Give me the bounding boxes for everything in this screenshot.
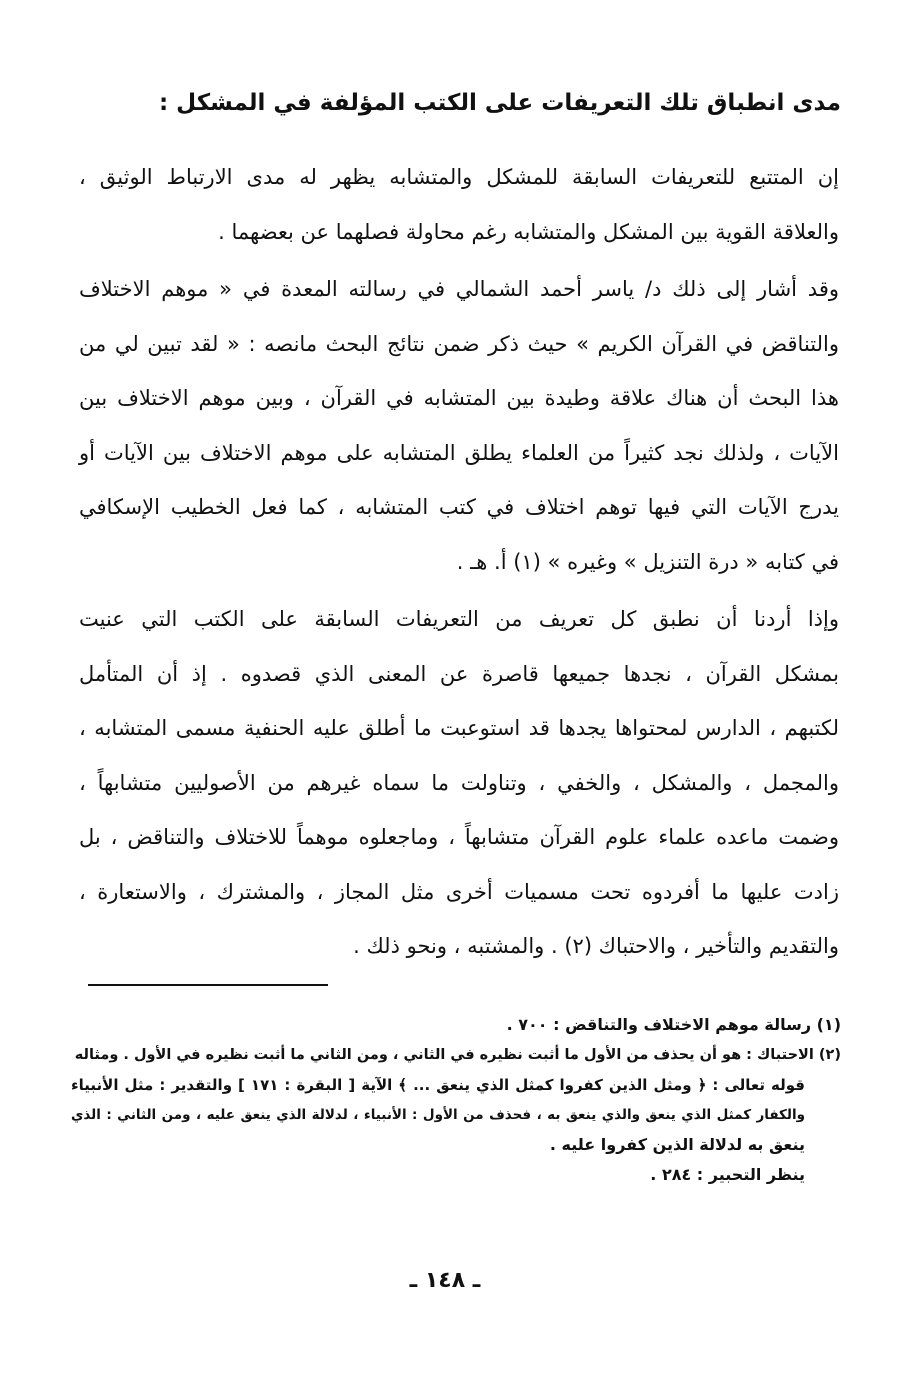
footnotes [71, 1010, 841, 1190]
footnote-2-line: قوله تعالى : ﴿ ومثل الذين كفروا كمثل الذي ينعق ... ﴾ الآية [ البقرة : ١٧١ ] والتقدير : مثل الأنبياء [71, 1076, 805, 1094]
footnote-2: (٢) الاحتباك : هو أن يحذف من الأول ما أثبت نظيره في الثاني ، ومن الثاني ما أثبت نظيره في الأول . ومثاله [74, 1047, 841, 1063]
paragraph-line: والمجمل ، والمشكل ، والخفي ، وتناولت ما سماه غيرهم من الأصوليين متشابهاً ، [79, 770, 839, 795]
section-heading: مدى انطباق تلك التعريفات على الكتب المؤلفة في المشكل : [158, 90, 841, 116]
paragraph-line: بمشكل القرآن ، نجدها جميعها قاصرة عن المعنى الذي قصدوه . إذ أن المتأمل [79, 661, 839, 686]
paragraph-2 [79, 262, 839, 589]
paragraph-line: زادت عليها ما أفردوه تحت مسميات أخرى مثل المجاز ، والمشترك ، والاستعارة ، [79, 879, 839, 904]
footnote-2-line: ينعق به لدلالة الذين كفروا عليه . [549, 1135, 805, 1154]
paragraph-line: والتقديم والتأخير ، والاحتباك (٢) . والمشتبه ، ونحو ذلك . [353, 934, 839, 958]
paragraph-line: وضمت ماعده علماء علوم القرآن متشابهاً ، وماجعلوه موهماً للاختلاف والتناقض ، بل [79, 825, 839, 849]
paragraph-line: والعلاقة القوية بين المشكل والمتشابه رغم محاولة فصلهما عن بعضهما . [218, 219, 839, 244]
footnote-2-line: والكفار كمثل الذي ينعق والذي ينعق به ، فحذف من الأول : الأنبياء ، لدلالة الذي ينعق عليه ، ومن الثاني : الذي [71, 1107, 805, 1123]
paragraph-line: لكتبهم ، الدارس لمحتواها يجدها قد استوعبت ما أطلق عليه الحنفية مسمى المتشابه ، [79, 716, 839, 740]
footnote-1: (١) رسالة موهم الاختلاف والتناقض : ٧٠٠ . [506, 1015, 841, 1034]
paragraph-3 [79, 592, 839, 974]
paragraph-line: إن المتتبع للتعريفات السابقة للمشكل والمتشابه يظهر له مدى الارتباط الوثيق ، [79, 165, 839, 189]
page-number: ـ ١٤٨ ـ [409, 1268, 481, 1293]
paragraph-line: يدرج الآيات التي فيها توهم اختلاف في كتب المتشابه ، كما فعل الخطيب الإسكافي [79, 495, 839, 519]
paragraph-line: هذا البحث أن هناك علاقة وطيدة بين المتشابه في القرآن ، وبين موهم الاختلاف بين [79, 386, 839, 410]
paragraph-line: في كتابه « درة التنزيل » وغيره » (١) أ. هـ . [456, 549, 839, 574]
paragraph-line: والتناقض في القرآن الكريم » حيث ذكر ضمن نتائج البحث مانصه : « لقد تبين لي من [79, 331, 839, 356]
paragraph-line: وقد أشار إلى ذلك د/ ياسر أحمد الشمالي في رسالته المعدة في « موهم الاختلاف [79, 277, 839, 301]
footnote-separator [88, 984, 328, 986]
paragraph-1 [79, 150, 839, 259]
paragraph-line: الآيات ، ولذلك نجد كثيراً من العلماء يطلق المتشابه على موهم الاختلاف بين الآيات أو [79, 440, 839, 465]
footnote-source: ينظر التحبير : ٢٨٤ . [650, 1165, 805, 1184]
paragraph-line: وإذا أردنا أن نطبق كل تعريف من التعريفات السابقة على الكتب التي عنيت [79, 607, 839, 631]
